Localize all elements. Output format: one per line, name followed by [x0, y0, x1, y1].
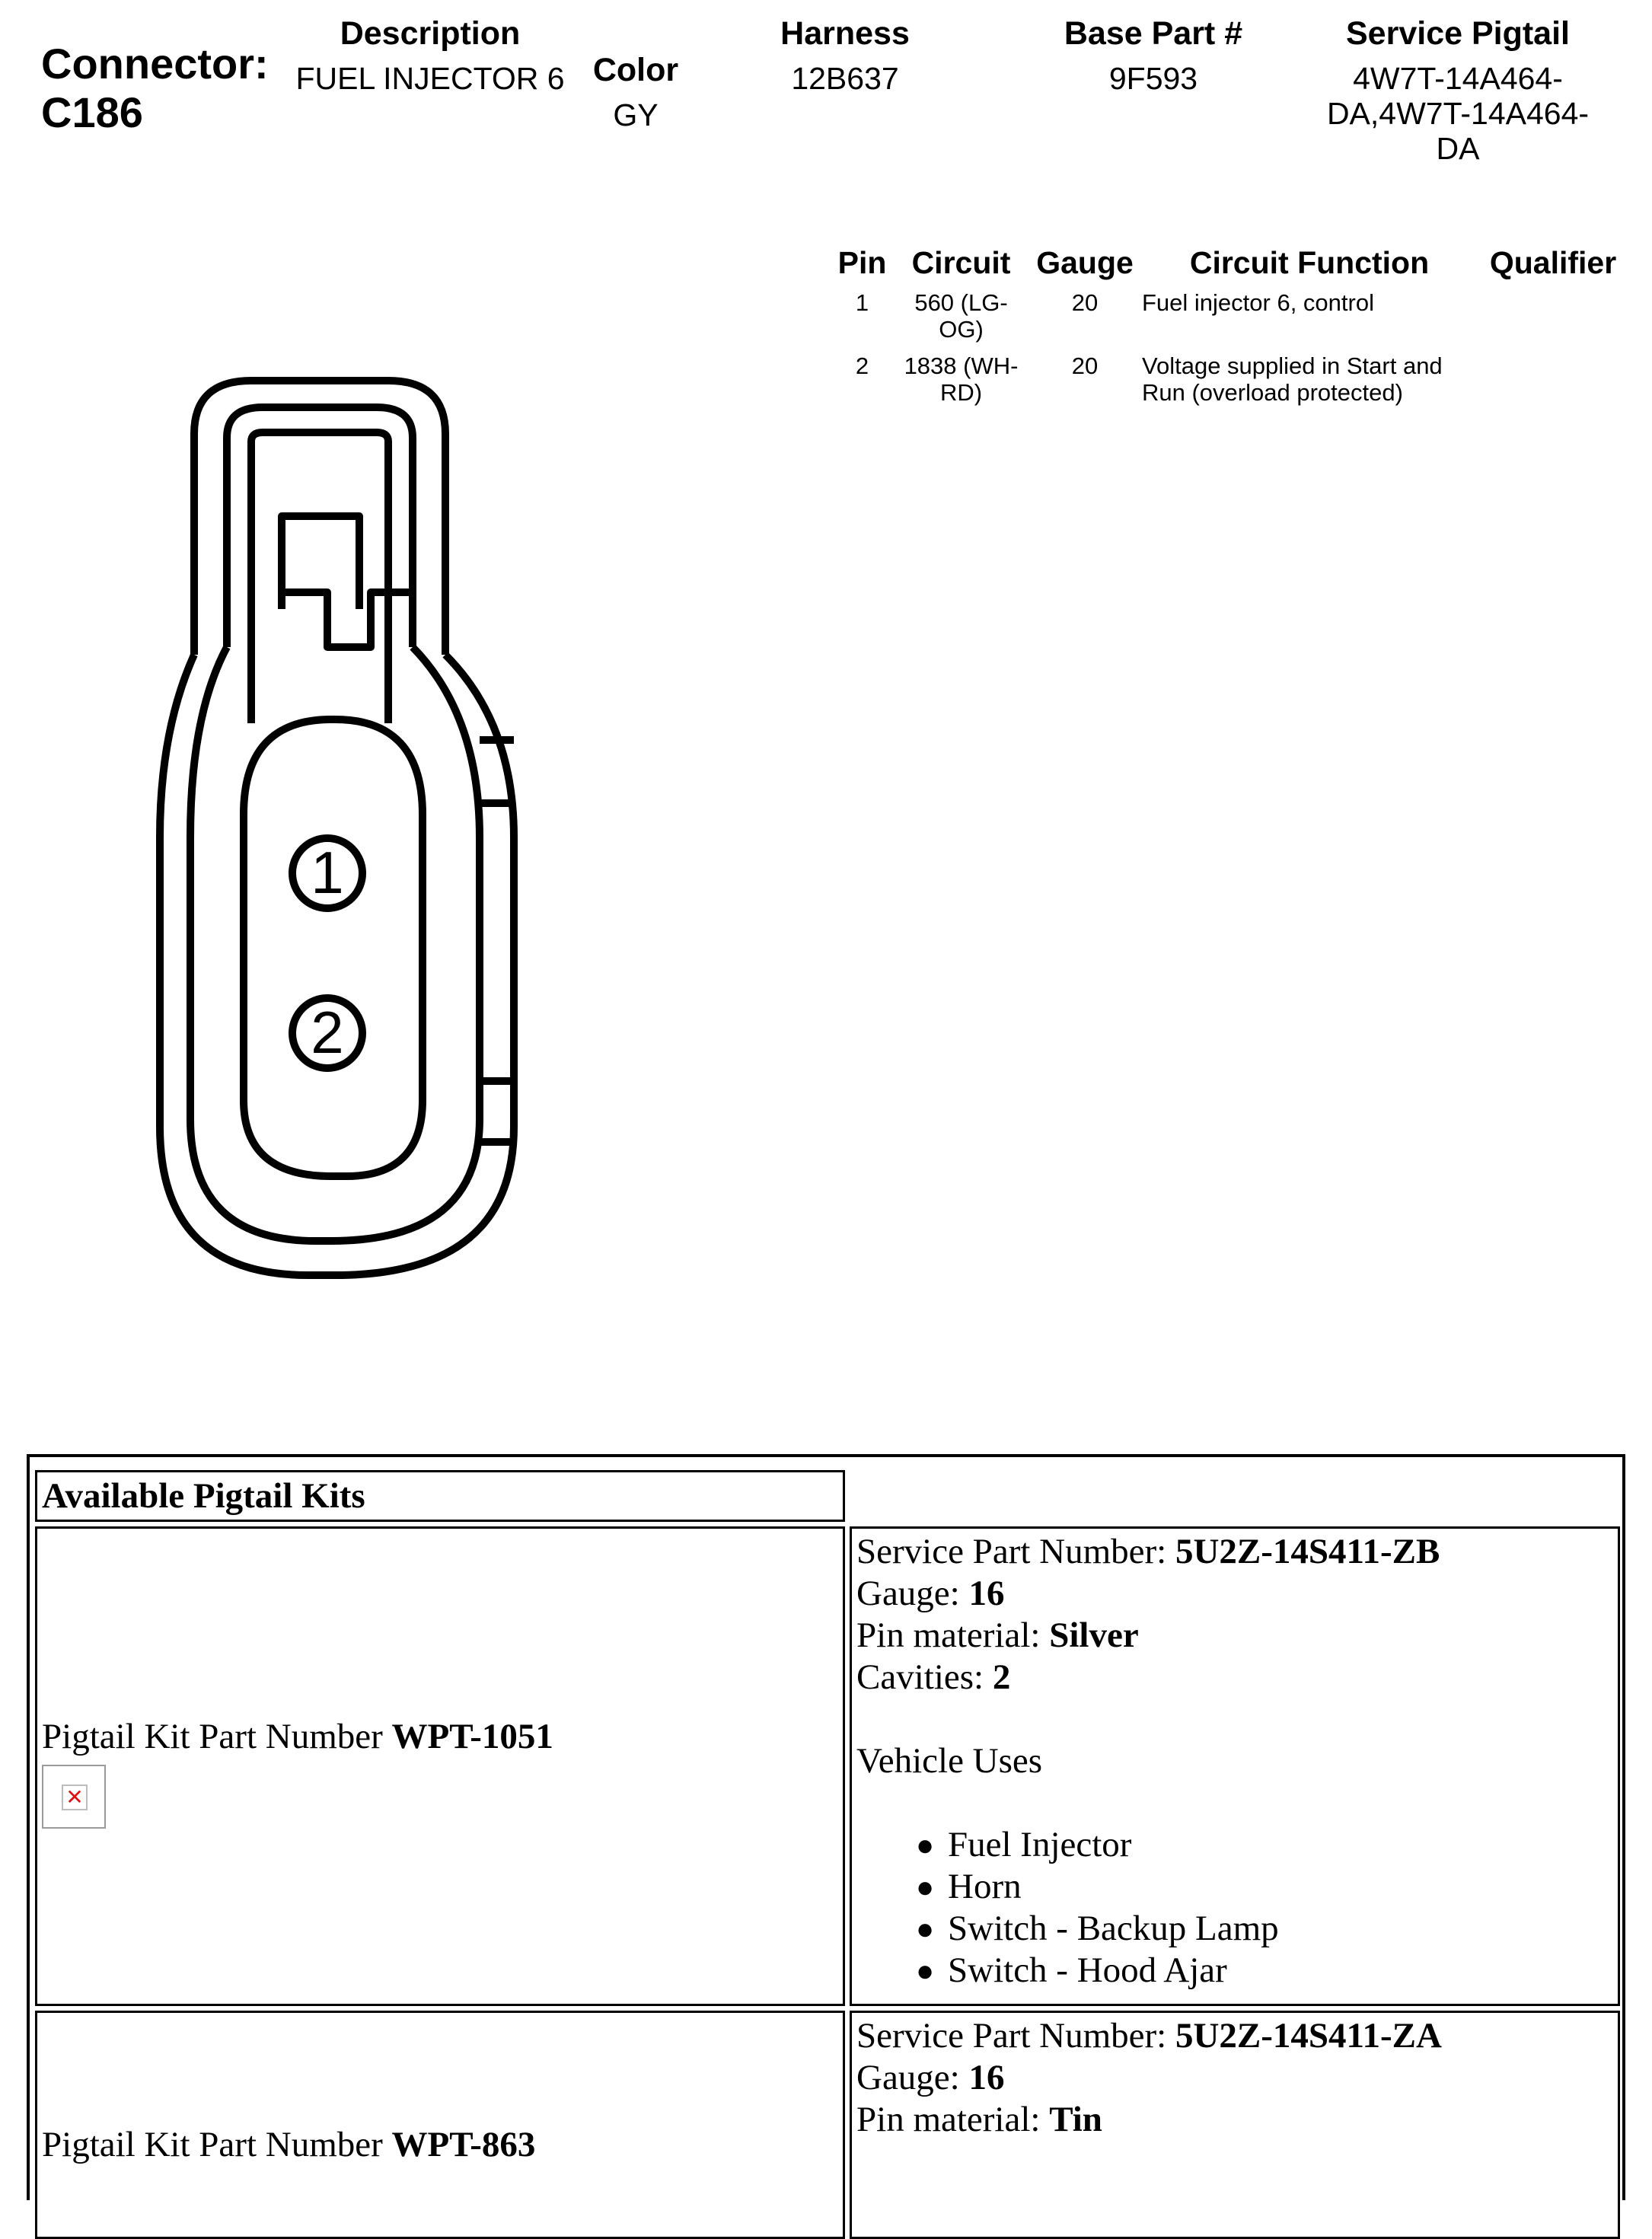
kit-1-left-cell: [35, 1526, 845, 2006]
kit-1-right-cell: [850, 1526, 1620, 2006]
bullet-icon: ●: [916, 1954, 935, 1988]
list-item: [856, 1866, 1618, 1908]
pin-2-label: 2: [311, 999, 344, 1066]
color-header: Color: [592, 52, 679, 88]
pin-material-line: [856, 2099, 1618, 2141]
cavities-line: [856, 1657, 1618, 1698]
kit-1-part-number: [42, 1716, 553, 1758]
vehicle-use: Switch - Backup Lamp: [948, 1909, 1279, 1948]
service-pigtail-value: [1294, 61, 1622, 166]
inner-face: [244, 719, 423, 1176]
pigtail-kits-title-cell: [35, 1470, 845, 1522]
kit-part-number-value: WPT-1051: [391, 1717, 553, 1756]
gauge-column-header: Gauge: [1036, 245, 1134, 280]
latch-arm: [251, 432, 388, 723]
circuit-function-cell: [1142, 352, 1469, 406]
description-header: Description: [340, 15, 521, 52]
function-line: Fuel injector 6, control: [1142, 289, 1374, 316]
function-line: Voltage supplied in Start and: [1142, 352, 1443, 379]
vehicle-use: Switch - Hood Ajar: [948, 1950, 1227, 1990]
bullet-icon: ●: [916, 1870, 935, 1904]
gauge-cell: 20: [1071, 352, 1099, 379]
kit-2-left-cell: [35, 2011, 845, 2239]
pin-material-line: [856, 1615, 1618, 1657]
pin-number: 1: [855, 289, 869, 316]
bullet-icon: ●: [916, 1828, 935, 1862]
bullet-icon: ●: [916, 1912, 935, 1946]
gauge-value: 16: [968, 1574, 1005, 1613]
service-part-line: [856, 1531, 1618, 1573]
pin-material-label: Pin material:: [856, 2100, 1050, 2139]
function-line: Run (overload protected): [1142, 379, 1403, 406]
pin-material-label: Pin material:: [856, 1615, 1050, 1655]
kit-part-number-label: Pigtail Kit Part Number: [42, 1717, 392, 1756]
service-pigtail-line: DA: [1436, 131, 1480, 166]
circuit-cell: [895, 289, 1028, 343]
circuit-function-cell: [1142, 289, 1469, 316]
pin-material-value: Silver: [1049, 1615, 1139, 1655]
vehicle-uses-list: [856, 1824, 1618, 1992]
description-value: FUEL INJECTOR 6: [295, 61, 565, 96]
gauge-label: Gauge:: [856, 1574, 969, 1613]
gauge-value: 16: [968, 2058, 1005, 2097]
connector-face-diagram: [145, 365, 571, 1317]
harness-value: 12B637: [791, 61, 899, 96]
cavities-value: 2: [992, 1657, 1011, 1697]
circuit-line: RD): [939, 379, 983, 406]
list-item: [856, 1824, 1618, 1866]
kit-2-right-cell: [850, 2011, 1620, 2239]
latch-tab: [282, 592, 416, 647]
cavities-label: Cavities:: [856, 1657, 993, 1697]
vehicle-use: Fuel Injector: [948, 1825, 1132, 1864]
service-pigtail-line: DA,4W7T-14A464-: [1326, 96, 1590, 131]
service-part-line: [856, 2015, 1618, 2057]
circuit-cell: [895, 352, 1028, 406]
list-item: [856, 1908, 1618, 1950]
broken-image-icon: ✕: [42, 1765, 106, 1829]
base-part-header: Base Part #: [1064, 15, 1243, 52]
circuit-line: 1838 (WH-: [904, 352, 1019, 379]
pin-number: 2: [855, 352, 869, 379]
gauge-line: [856, 2057, 1618, 2099]
pigtail-kits-table: [27, 1454, 1625, 2200]
vehicle-use: Horn: [948, 1867, 1022, 1906]
service-part-value: 5U2Z-14S411-ZA: [1175, 2016, 1442, 2056]
list-item: [856, 1950, 1618, 1992]
body-outer: [160, 655, 514, 1275]
gauge-line: [856, 1573, 1618, 1615]
color-value: GY: [613, 97, 659, 132]
service-part-label: Service Part Number:: [856, 2016, 1175, 2056]
body-middle: [190, 647, 480, 1241]
gauge-cell: 20: [1071, 289, 1099, 316]
service-pigtail-line: 4W7T-14A464-: [1353, 61, 1563, 96]
circuit-column-header: Circuit: [911, 245, 1011, 280]
service-part-value: 5U2Z-14S411-ZB: [1175, 1532, 1440, 1571]
qualifier-header: Qualifier: [1489, 245, 1617, 280]
gauge-label: Gauge:: [856, 2058, 969, 2097]
circuit-line: 560 (LG-: [914, 289, 1008, 316]
vehicle-uses-heading: Vehicle Uses: [856, 1741, 1043, 1781]
kit-2-part-number: [42, 2124, 535, 2166]
connector-id: C186: [41, 88, 143, 136]
connector-label: Connector:: [41, 40, 269, 88]
pin-1-label: 1: [311, 839, 344, 906]
kit-part-number-value: WPT-863: [391, 2125, 536, 2164]
service-part-label: Service Part Number:: [856, 1532, 1175, 1571]
pigtail-kits-title: Available Pigtail Kits: [42, 1476, 365, 1516]
pin-column-header: Pin: [837, 245, 887, 280]
connector-title: [41, 40, 269, 137]
service-pigtail-header: Service Pigtail: [1346, 15, 1570, 52]
harness-header: Harness: [780, 15, 910, 52]
base-part-value: 9F593: [1108, 61, 1198, 96]
circuit-function-header: Circuit Function: [1189, 245, 1430, 280]
pin-material-value: Tin: [1049, 2100, 1102, 2139]
circuit-line: OG): [939, 316, 984, 343]
kit-part-number-label: Pigtail Kit Part Number: [42, 2125, 392, 2164]
